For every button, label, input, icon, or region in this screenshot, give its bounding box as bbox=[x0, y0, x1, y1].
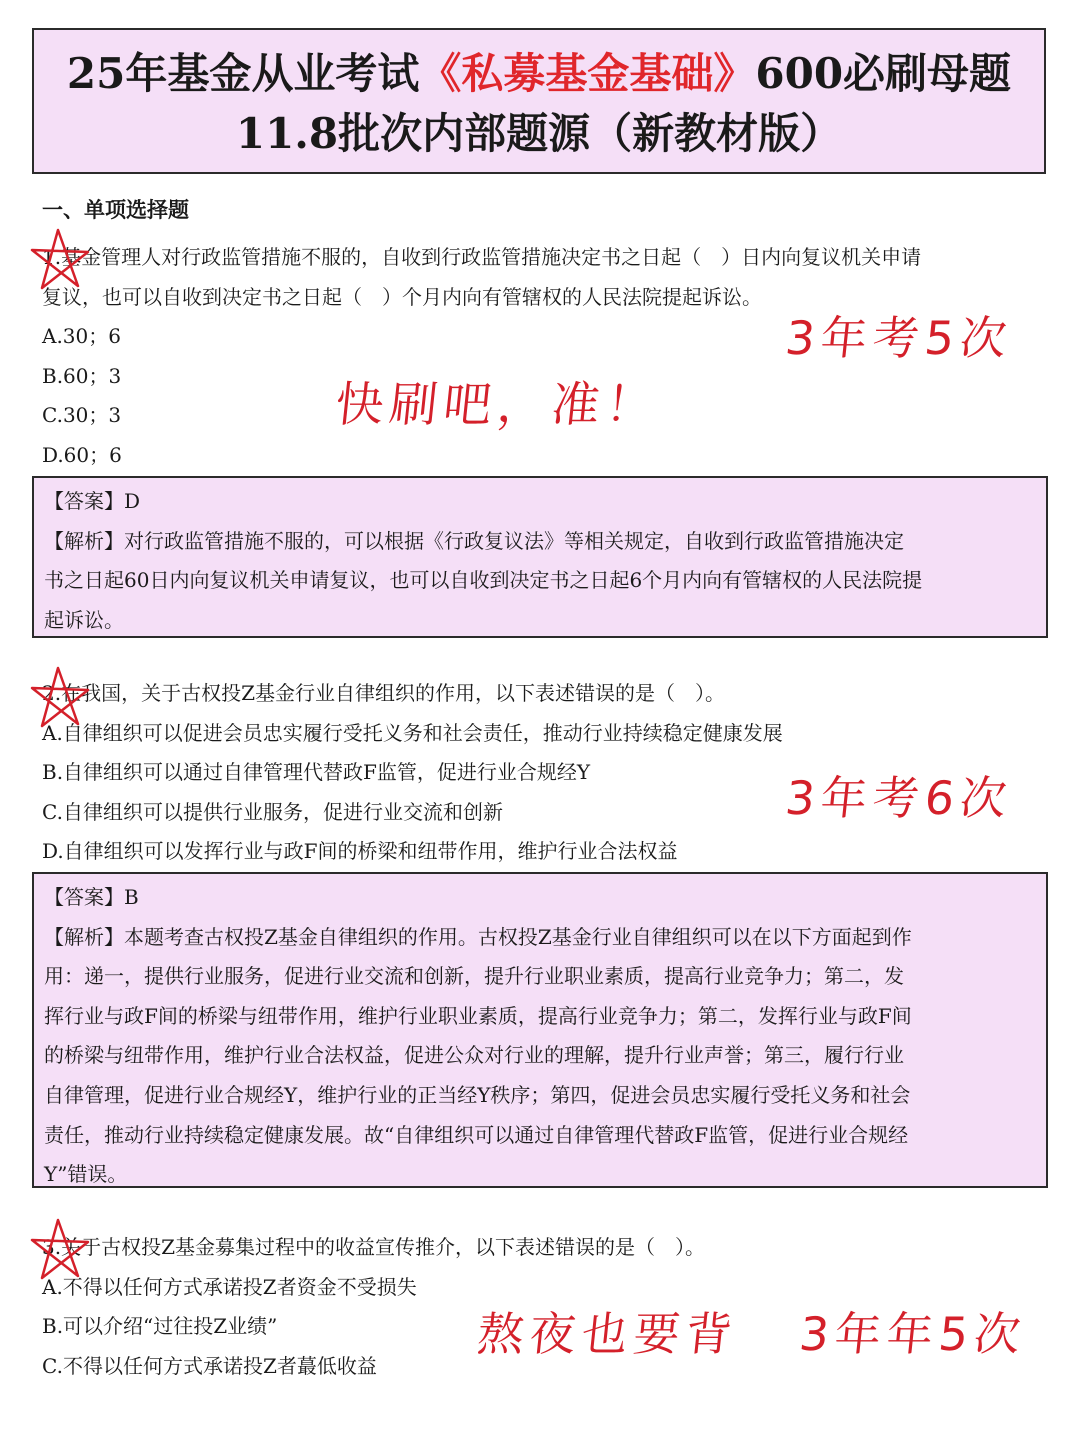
analysis-line: 挥行业与政F间的桥梁与纽带作用，维护行业职业素质，提高行业竞争力；第二，发挥行业与政F间 bbox=[44, 1003, 912, 1028]
handwritten-note-q2: 3年考6次 bbox=[782, 771, 1016, 825]
answer-label: 【答案】B bbox=[44, 885, 139, 909]
analysis-line: 责任，推动行业持续稳定健康发展。故“自律组织可以通过自律管理代替政F监管，促进行业合规经 bbox=[44, 1122, 909, 1147]
red-star-icon bbox=[28, 226, 92, 294]
red-star-icon bbox=[28, 664, 92, 732]
title-banner bbox=[32, 28, 1046, 174]
question-stem: 复议，也可以自收到决定书之日起（ ）个月内向有管辖权的人民法院提起诉讼。 bbox=[42, 284, 762, 309]
option-d: D.自律组织可以发挥行业与政F间的桥梁和纽带作用，维护行业合法权益 bbox=[42, 839, 678, 864]
handwritten-note-hurry: 快刷吧，准！ bbox=[332, 377, 663, 433]
answer-box-1 bbox=[32, 476, 1048, 638]
option-b: B.60；3 bbox=[42, 363, 122, 388]
handwritten-note-q3: 3年年5次 bbox=[796, 1307, 1030, 1361]
option-b: B.自律组织可以通过自律管理代替政F监管，促进行业合规经Y bbox=[42, 760, 591, 785]
option-b: B.可以介绍“过往投Z业绩” bbox=[42, 1314, 278, 1339]
section-heading: 一、单项选择题 bbox=[42, 197, 189, 222]
option-a: A.不得以任何方式承诺投Z者资金不受损失 bbox=[42, 1274, 417, 1299]
title-line-2: 11.8批次内部题源（新教材版） bbox=[235, 109, 843, 158]
analysis-line: 【解析】对行政监管措施不服的，可以根据《行政复议法》等相关规定，自收到行政监管措施决定 bbox=[44, 528, 904, 553]
handwritten-note-q1: 3年考5次 bbox=[782, 311, 1016, 365]
question-stem: 2.在我国，关于古权投Z基金行业自律组织的作用，以下表述错误的是（ ）。 bbox=[42, 681, 725, 705]
analysis-line: Y”错误。 bbox=[44, 1162, 128, 1187]
handwritten-note-stay-up: 熬夜也要背 bbox=[474, 1307, 741, 1361]
option-c: C.不得以任何方式承诺投Z者蕞低收益 bbox=[42, 1353, 377, 1378]
option-c: C.30；3 bbox=[42, 403, 122, 428]
answer-label: 【答案】D bbox=[44, 489, 141, 513]
analysis-line: 用：递一，提供行业服务，促进行业交流和创新，提升行业职业素质，提高行业竞争力；第二，发 bbox=[44, 964, 904, 989]
answer-box-2 bbox=[32, 872, 1048, 1188]
analysis-line: 书之日起60日内向复议机关申请复议，也可以自收到决定书之日起6个月内向有管辖权的人民法院提 bbox=[44, 568, 923, 593]
analysis-line: 【解析】本题考查古权投Z基金自律组织的作用。古权投Z基金行业自律组织可以在以下方面起到作 bbox=[44, 924, 912, 949]
option-c: C.自律组织可以提供行业服务，促进行业交流和创新 bbox=[42, 799, 503, 824]
analysis-line: 起诉讼。 bbox=[44, 607, 124, 632]
title-highlight: 《私募基金基础》 bbox=[419, 49, 756, 98]
analysis-line: 的桥梁与纽带作用，维护行业合法权益，促进公众对行业的理解，提升行业声誉；第三，履行行业 bbox=[44, 1043, 904, 1068]
option-d: D.60；6 bbox=[42, 442, 122, 467]
question-stem: 1.基金管理人对行政监管措施不服的，自收到行政监管措施决定书之日起（ ）日内向复议机关申请 bbox=[42, 245, 922, 269]
title-prefix: 25年基金从业考试 bbox=[66, 49, 420, 98]
title-suffix: 600必刷母题 bbox=[755, 49, 1012, 98]
title-line-1 bbox=[34, 44, 1044, 104]
red-star-icon bbox=[28, 1216, 92, 1284]
option-a: A.自律组织可以促进会员忠实履行受托义务和社会责任，推动行业持续稳定健康发展 bbox=[42, 720, 783, 745]
analysis-line: 自律管理，促进行业合规经Y，维护行业的正当经Y秩序；第四，促进会员忠实履行受托义务和社会 bbox=[44, 1082, 911, 1107]
question-stem: 3.关于古权投Z基金募集过程中的收益宣传推介，以下表述错误的是（ ）。 bbox=[42, 1235, 705, 1259]
option-a: A.30；6 bbox=[42, 324, 121, 349]
